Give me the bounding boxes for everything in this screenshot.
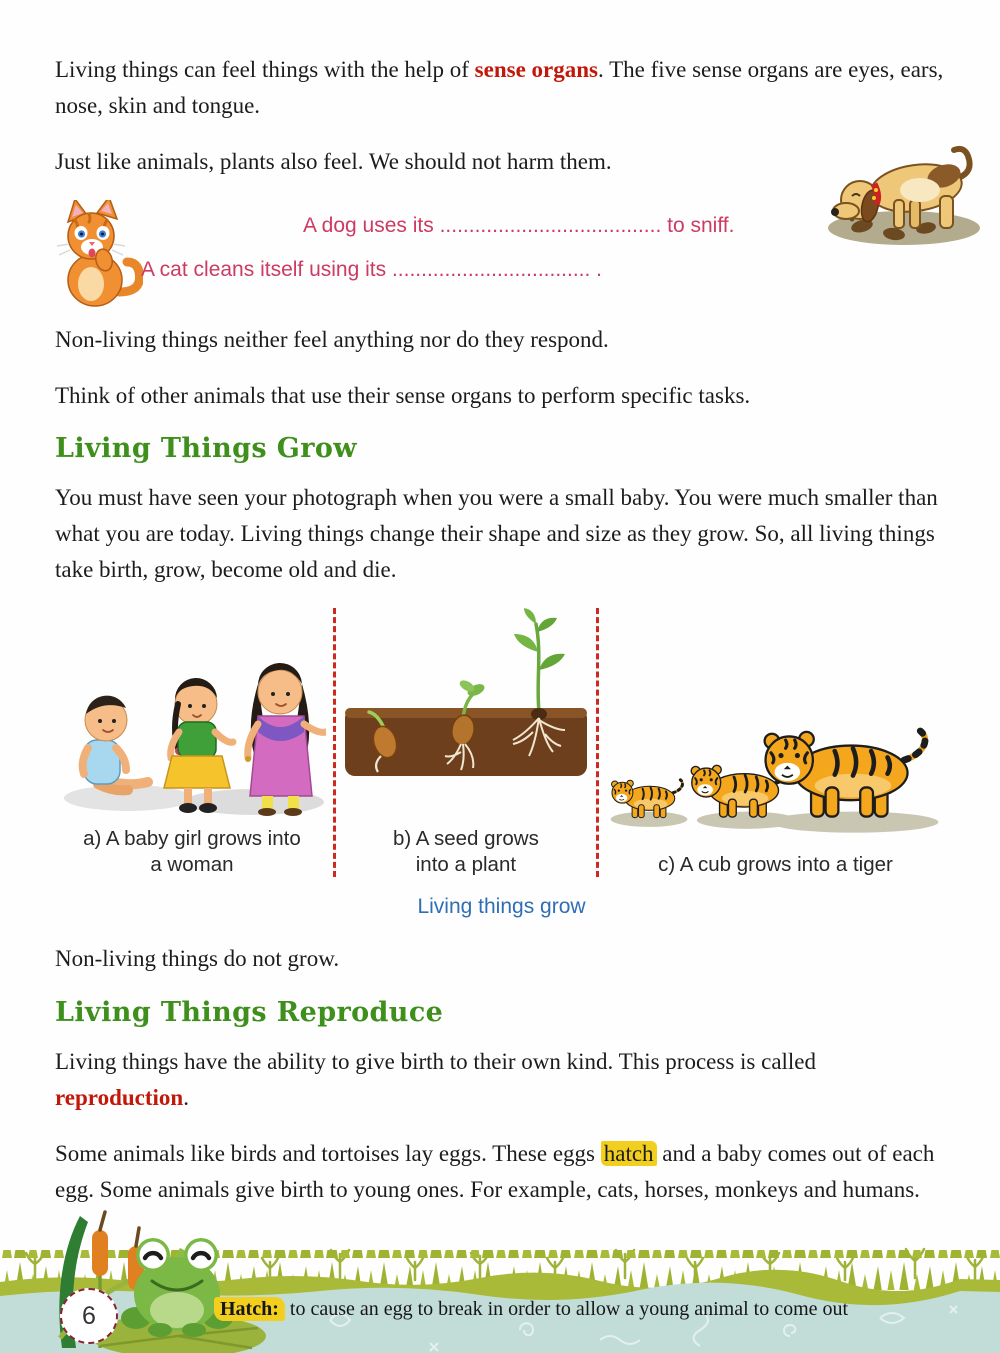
paragraph-nonliving-grow: Non-living things do not grow. <box>55 946 340 972</box>
dog-illustration <box>822 138 984 250</box>
page-number-badge <box>60 1288 118 1344</box>
keyword-reproduction: reproduction <box>55 1085 184 1110</box>
blank-dotted-line: ...................................... <box>439 213 662 237</box>
fill-in-the-blanks-block <box>55 200 948 312</box>
footer-art <box>0 1178 1000 1353</box>
caption-c: c) A cub grows into a tiger <box>658 852 893 876</box>
glossary-definition: to cause an egg to break in order to allow a young animal to come out <box>284 1298 849 1320</box>
figure-panel-seed-to-plant <box>340 608 592 877</box>
people-growth-image <box>58 608 326 816</box>
text-run: A dog uses its <box>303 213 440 237</box>
paragraph-grow: You must have seen your photograph when you were a small baby. You were much smaller than what you are today. Living things change their shape and size as they grow. So, all living things take birth, grow, become old and die. <box>55 485 938 583</box>
fill-line-dog <box>303 214 734 238</box>
figure-divider <box>596 608 599 877</box>
paragraph-think-animals: Think of other animals that use their sense organs to perform specific tasks. <box>55 382 751 408</box>
glossary-line <box>214 1298 848 1321</box>
growth-figure <box>55 608 948 877</box>
text-run: . <box>590 257 603 281</box>
figure-caption-blue: Living things grow <box>417 895 586 919</box>
blank-dotted-line: .................................. <box>391 257 591 281</box>
cat-illustration <box>51 200 143 310</box>
figure-divider <box>333 608 336 877</box>
figure-panel-baby-to-woman <box>55 608 329 877</box>
text-run: Some animals like birds and tortoises lay eggs. These eggs <box>55 1140 601 1166</box>
paragraph-nonliving-feel: Non-living things neither feel anything nor do they respond. <box>55 326 609 352</box>
paragraph-reproduction <box>55 1044 948 1116</box>
page-content <box>55 52 948 1228</box>
page-footer <box>0 1178 1000 1353</box>
text-run: to sniff. <box>661 213 735 237</box>
fill-line-cat <box>141 258 602 282</box>
highlighted-word-hatch: hatch <box>601 1141 657 1166</box>
heading-living-things-reproduce: Living Things Reproduce <box>55 997 444 1029</box>
seed-growth-image <box>343 608 589 816</box>
caption-b: b) A seed grows into a plant <box>392 827 539 876</box>
page-number: 6 <box>82 1301 96 1330</box>
paragraph-plants-feel: Just like animals, plants also feel. We should not harm them. <box>55 148 612 174</box>
figure-panel-cub-to-tiger <box>603 608 948 877</box>
text-run: . <box>183 1085 189 1110</box>
keyword-sense-organs: sense organs <box>474 57 598 82</box>
text-run: Living things have the ability to give birth to their own kind. This process is called <box>55 1049 817 1075</box>
text-run: Living things can feel things with the help of <box>55 57 475 82</box>
caption-a: a) A baby girl grows into a woman <box>83 827 301 876</box>
paragraph-sense-organs <box>55 52 948 124</box>
tiger-growth-image <box>603 670 948 842</box>
heading-living-things-grow: Living Things Grow <box>55 433 357 465</box>
text-run: and a baby comes out of each egg. Some animals give birth to young ones. For example, cats, horses, monkeys and humans. <box>55 1140 935 1202</box>
text-run: . The five sense organs are eyes, ears, nose, skin and tongue. <box>55 57 944 118</box>
glossary-term-hatch: Hatch: <box>214 1297 285 1321</box>
text-run: A cat cleans itself using its <box>141 257 392 281</box>
